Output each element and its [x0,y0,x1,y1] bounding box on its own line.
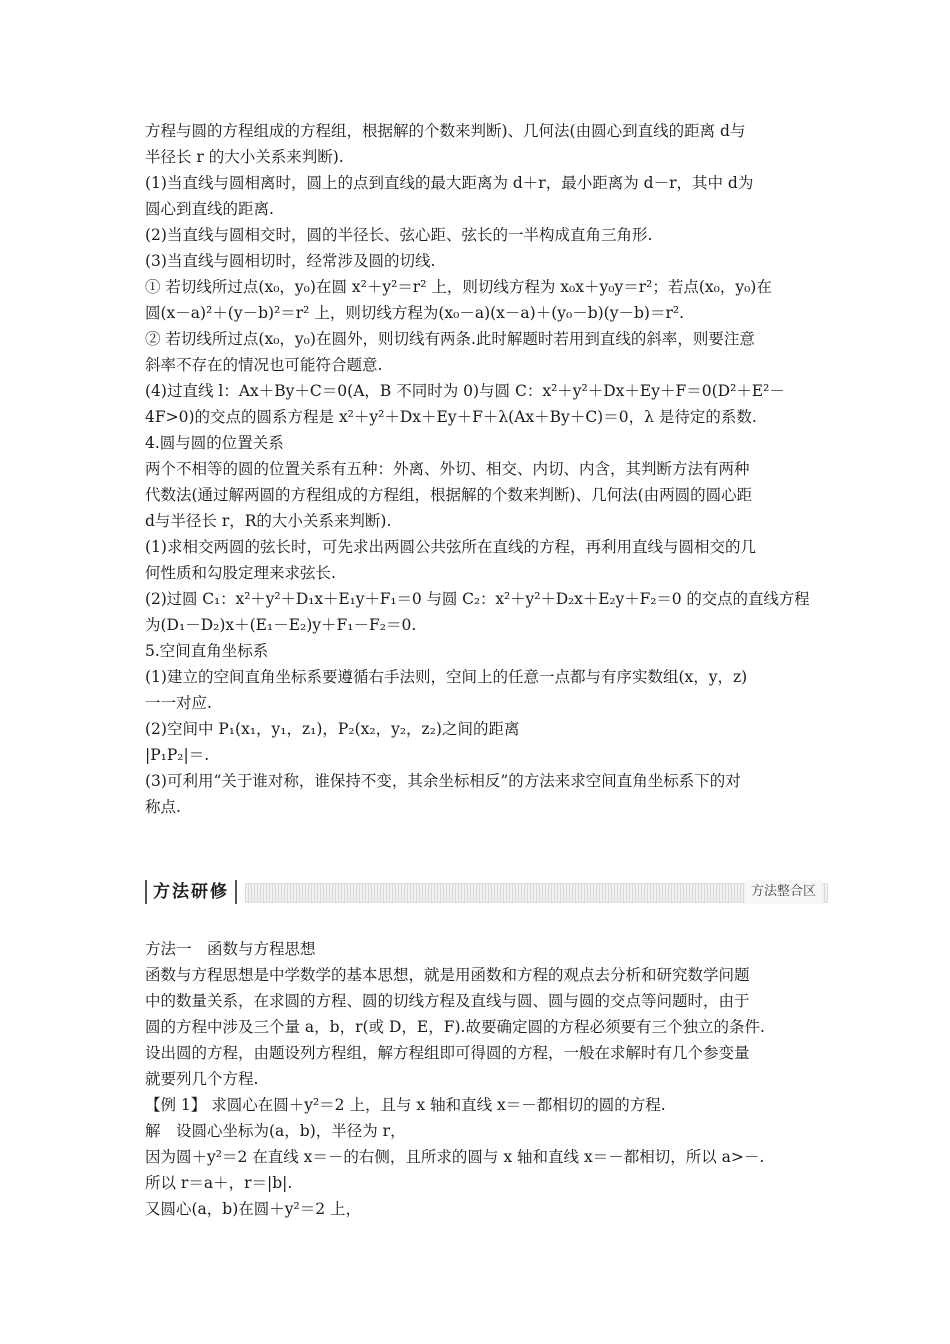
text-line: ② 若切线所过点(x₀，y₀)在圆外，则切线有两条.此时解题时若用到直线的斜率，则要注意 [145,330,755,348]
section-top-text [145,118,810,820]
example-line: 【例 1】 求圆心在圆＋y²＝2 上，且与 x 轴和直线 x＝－都相切的圆的方程. [145,1096,666,1114]
banner-title: 方法研修 [145,880,237,904]
text-line: 代数法(通过解两圆的方程组成的方程组，根据解的个数来判断)、几何法(由两圆的圆心距 [145,486,753,504]
text-line: (2)当直线与圆相交时，圆的半径长、弦心距、弦长的一半构成直角三角形. [145,226,653,244]
text-line: 斜率不存在的情况也可能符合题意. [145,356,383,374]
method-heading: 方法一 函数与方程思想 [145,940,316,958]
banner-stripe [245,883,828,903]
text-line: 何性质和勾股定理来求弦长. [145,564,336,582]
text-line: (4)过直线 l：Ax＋By＋C＝0(A，B 不同时为 0)与圆 C：x²＋y²＋Dx＋Ey＋F＝0(D²＋E²－ [145,382,785,400]
text-line: 为(D₁－D₂)x＋(E₁－E₂)y＋F₁－F₂＝0. [145,616,417,634]
text-line: 4F>0)的交点的圆系方程是 x²＋y²＋Dx＋Ey＋F＋λ(Ax＋By＋C)＝0，λ 是待定的系数. [145,408,757,426]
text-line: 解 设圆心坐标为(a，b)，半径为 r， [145,1122,406,1140]
section-bottom-text [145,936,810,1222]
text-line: 两个不相等的圆的位置关系有五种：外离、外切、相交、内切、内含，其判断方法有两种 [145,460,750,478]
text-line: (2)空间中 P₁(x₁，y₁，z₁)，P₂(x₂，y₂，z₂)之间的距离 [145,720,520,738]
text-line: 所以 r＝a＋，r＝|b|. [145,1174,293,1192]
text-line: ① 若切线所过点(x₀，y₀)在圆 x²＋y²＝r² 上，则切线方程为 x₀x＋y₀y＝r²；若点(x₀，y₀)在 [145,278,772,296]
text-line: (3)当直线与圆相切时，经常涉及圆的切线. [145,252,436,270]
text-line: |P₁P₂|＝. [145,746,210,764]
text-line: 称点. [145,798,181,816]
banner-right-label: 方法整合区 [745,880,822,904]
text-line: (1)当直线与圆相离时，圆上的点到直线的最大距离为 d＋r，最小距离为 d－r，其中 d为 [145,174,754,192]
text-line: 方程与圆的方程组成的方程组，根据解的个数来判断)、几何法(由圆心到直线的距离 d与 [145,122,746,140]
text-line: 设出圆的方程，由题设列方程组，解方程组即可得圆的方程，一般在求解时有几个参变量 [145,1044,750,1062]
text-line: 就要列几个方程. [145,1070,259,1088]
text-line: (2)过圆 C₁：x²＋y²＋D₁x＋E₁y＋F₁＝0 与圆 C₂：x²＋y²＋D₂x＋E₂y＋F₂＝0 的交点的直线方程 [145,590,810,608]
text-line: 又圆心(a，b)在圆＋y²＝2 上， [145,1200,362,1218]
text-line: d与半径长 r，R的大小关系来判断). [145,512,392,530]
text-line: (1)求相交两圆的弦长时，可先求出两圆公共弦所在直线的方程，再利用直线与圆相交的几 [145,538,756,556]
text-line: 一一对应. [145,694,212,712]
text-line: 圆的方程中涉及三个量 a，b，r(或 D，E，F).故要确定圆的方程必须要有三个独立的条件. [145,1018,765,1036]
text-line: (1)建立的空间直角坐标系要遵循右手法则，空间上的任意一点都与有序实数组(x，y，z) [145,668,748,686]
text-line: 圆心到直线的距离. [145,200,274,218]
text-line: 半径长 r 的大小关系来判断). [145,148,344,166]
section-heading: 4.圆与圆的位置关系 [145,434,284,452]
text-line: 函数与方程思想是中学数学的基本思想，就是用函数和方程的观点去分析和研究数学问题 [145,966,750,984]
text-line: 圆(x－a)²＋(y－b)²＝r² 上，则切线方程为(x₀－a)(x－a)＋(y₀－b)(y－b)＝r². [145,304,685,322]
section-heading: 5.空间直角坐标系 [145,642,269,660]
text-line: 因为圆＋y²＝2 在直线 x＝－的右侧，且所求的圆与 x 轴和直线 x＝－都相切，所以 a>－. [145,1148,765,1166]
text-line: (3)可利用“关于谁对称，谁保持不变，其余坐标相反”的方法来求空间直角坐标系下的对 [145,772,741,790]
text-line: 中的数量关系，在求圆的方程、圆的切线方程及直线与圆、圆与圆的交点等问题时，由于 [145,992,750,1010]
section-banner [145,880,828,904]
